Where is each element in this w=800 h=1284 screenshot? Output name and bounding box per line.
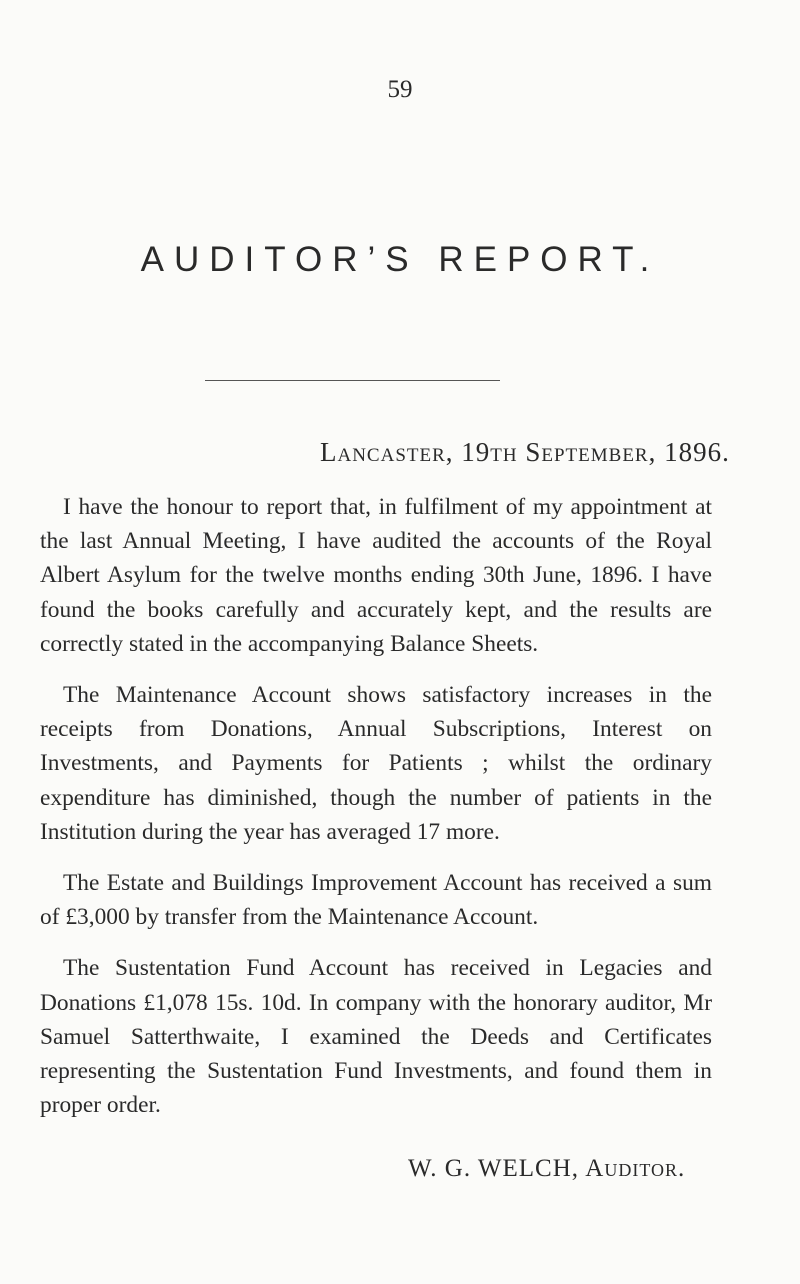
signature-name: W. G. WELCH,	[408, 1155, 580, 1182]
signature	[408, 1155, 685, 1183]
report-title: AUDITOR’S REPORT.	[140, 240, 660, 279]
page-number: 59	[387, 76, 413, 103]
signature-title: Auditor.	[585, 1155, 686, 1182]
paragraph-maintenance-account: The Maintenance Account shows satisfactory increases in the receipts from Donations, Annual Subscriptions, Interest on Investments, and Payments for Patients ; whilst the ordinary expenditure has diminished, though the number of patients in the Institution during the year has averaged 17 more.	[40, 682, 712, 845]
title-divider	[205, 380, 500, 381]
dateline: Lancaster, 19th September, 1896.	[320, 437, 730, 467]
paragraph-estate-buildings-account: The Estate and Buildings Improvement Account has received a sum of £3,000 by transfer from the Maintenance Account.	[40, 870, 712, 931]
paragraph-sustentation-fund: The Sustentation Fund Account has received in Legacies and Donations £1,078 15s. 10d. In company with the honorary auditor, Mr Samuel Satterthwaite, I examined the Deeds and Certificates representing the Sustentation Fund Investments, and found them in proper order.	[40, 955, 712, 1119]
paragraph-audit-statement: I have the honour to report that, in fulfilment of my appointment at the last Annual Meeting, I have audited the accounts of the Royal Albert Asylum for the twelve months ending 30th June, 1896. I have found the books carefully and accurately kept, and the results are correctly stated in the accompanying Balance Sheets.	[40, 494, 712, 657]
report-body	[40, 490, 712, 1139]
